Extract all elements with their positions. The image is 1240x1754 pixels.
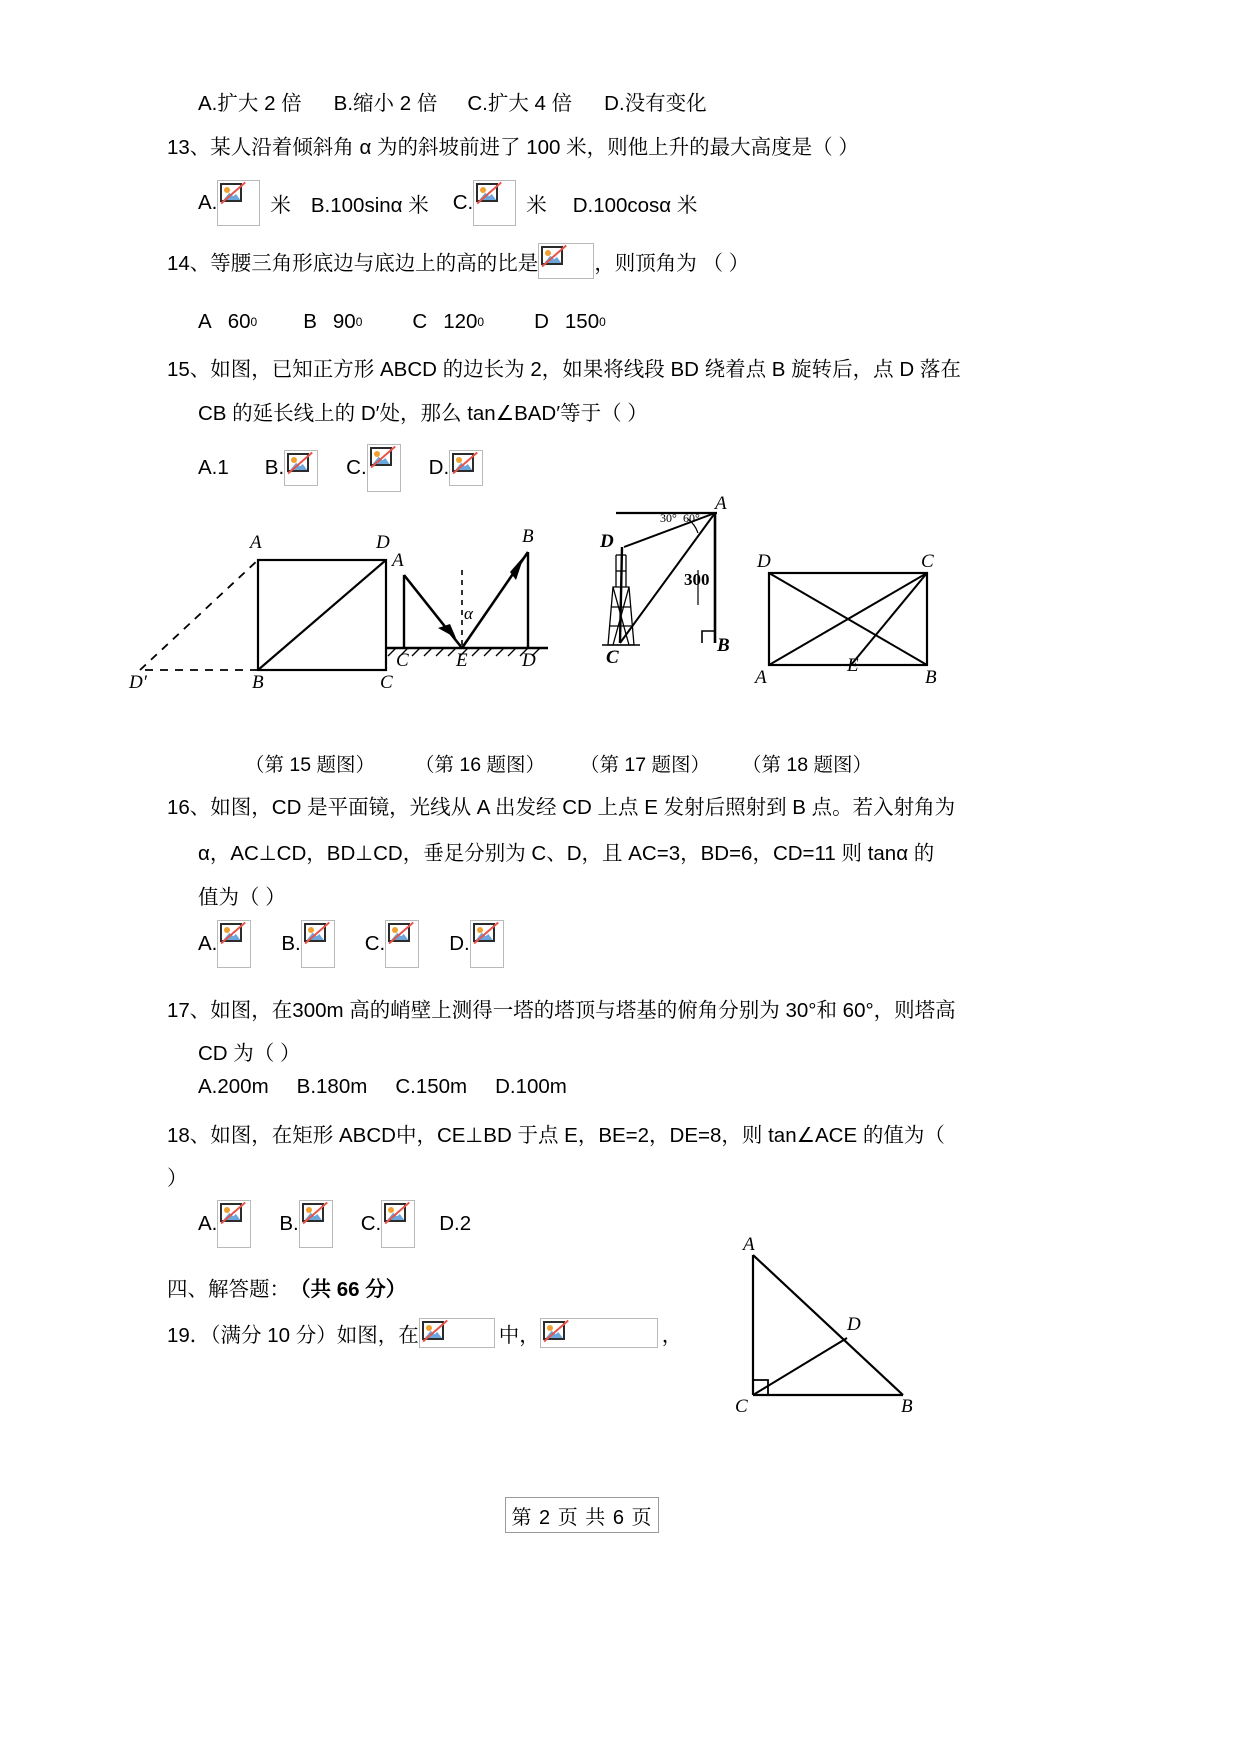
q16-option-a-prefix: A. bbox=[198, 932, 218, 955]
fig18-label-B: B bbox=[925, 667, 937, 688]
fig19-label-C: C bbox=[735, 1396, 748, 1417]
fig17-height-300: 300 bbox=[684, 570, 710, 589]
q15-line2: CB 的延长线上的 D′处，那么 tan∠BAD′等于（ ） bbox=[198, 402, 648, 425]
fig16-label-alpha: α bbox=[464, 604, 473, 623]
q12-options-row bbox=[198, 86, 707, 116]
broken-image-icon bbox=[217, 180, 260, 226]
figure-18 bbox=[755, 551, 955, 695]
q18-option-d: D.2 bbox=[439, 1212, 472, 1235]
q15-line1: 15、如图，已知正方形 ABCD 的边长为 2，如果将线段 BD 绕着点 B 旋转后，点 D 落在 bbox=[167, 358, 961, 381]
fig17-label-D: D bbox=[600, 531, 614, 552]
q14-option-d-letter: D bbox=[534, 310, 549, 333]
broken-image-icon bbox=[449, 450, 483, 486]
degree-symbol: 0 bbox=[355, 315, 363, 329]
fig18-label-C: C bbox=[921, 551, 934, 572]
q18-line2: ） bbox=[167, 1167, 188, 1190]
red-slash bbox=[472, 921, 499, 946]
red-slash bbox=[475, 181, 502, 206]
q16-option-d-prefix: D. bbox=[449, 932, 470, 955]
q13-option-c-prefix: C. bbox=[452, 191, 474, 214]
q16-options-row bbox=[198, 920, 504, 968]
caption-figure-17: （第 17 题图） bbox=[580, 754, 711, 776]
q17-option-a: A.200m bbox=[198, 1075, 269, 1098]
fig16-label-A: A bbox=[392, 550, 404, 571]
q12-option-a: A.扩大 2 倍 bbox=[198, 92, 302, 115]
broken-image-icon bbox=[385, 920, 419, 968]
fig16-label-D: D bbox=[522, 650, 536, 671]
q14-option-a-value: 60 bbox=[227, 310, 251, 333]
q17-option-c: C.150m bbox=[395, 1075, 468, 1098]
page-number-text: 第 2 页 共 6 页 bbox=[511, 1506, 653, 1529]
fig15-label-D: D bbox=[376, 532, 390, 553]
degree-symbol: 0 bbox=[250, 315, 258, 329]
broken-image-icon bbox=[470, 920, 504, 968]
broken-image-icon bbox=[538, 243, 594, 279]
degree-symbol: 0 bbox=[477, 315, 485, 329]
q15-option-a: A.1 bbox=[198, 456, 229, 479]
q14-option-c-value: 120 bbox=[443, 310, 478, 333]
q13-option-a-suffix: 米 bbox=[270, 194, 291, 217]
red-slash bbox=[387, 921, 414, 946]
caption-figure-16: （第 16 题图） bbox=[415, 754, 546, 776]
broken-image-icon bbox=[299, 1200, 333, 1248]
broken-image-icon bbox=[284, 450, 318, 486]
section-4-heading bbox=[167, 1272, 406, 1302]
fig17-angle-60: 60° bbox=[683, 511, 700, 525]
q13-option-a-prefix: A. bbox=[198, 191, 218, 214]
broken-image-icon bbox=[381, 1200, 415, 1248]
q12-option-c: C.扩大 4 倍 bbox=[467, 92, 573, 115]
section-4-label: 四、解答题： bbox=[167, 1278, 290, 1301]
fig19-label-A: A bbox=[743, 1234, 755, 1255]
q12-option-b: B.缩小 2 倍 bbox=[333, 92, 438, 115]
figure-19 bbox=[735, 1230, 935, 1420]
broken-image-icon bbox=[540, 1318, 658, 1348]
red-slash bbox=[219, 921, 246, 946]
caption-figure-15: （第 15 题图） bbox=[245, 754, 376, 776]
section-4-score: （共 66 分） bbox=[290, 1278, 407, 1301]
fig17-label-A: A bbox=[715, 493, 727, 514]
q19-row bbox=[167, 1318, 682, 1348]
q15-options-row bbox=[198, 444, 483, 492]
caption-figure-18: （第 18 题图） bbox=[742, 754, 873, 776]
q12-option-d: D.没有变化 bbox=[604, 92, 707, 115]
q17-option-d: D.100m bbox=[495, 1075, 567, 1098]
red-slash bbox=[542, 1319, 569, 1344]
degree-symbol: 0 bbox=[599, 315, 606, 329]
q17-line2: CD 为（ ） bbox=[198, 1042, 301, 1065]
broken-image-icon bbox=[301, 920, 335, 968]
fig16-label-C: C bbox=[396, 650, 409, 671]
fig15-label-A: A bbox=[250, 532, 262, 553]
q14-text-before: 14、等腰三角形底边与底边上的高的比是 bbox=[167, 252, 539, 275]
fig15-label-C: C bbox=[380, 672, 393, 693]
q13-option-c-suffix: 米 bbox=[526, 194, 547, 217]
q19-middle: 中， bbox=[498, 1324, 540, 1347]
fig18-label-A: A bbox=[755, 667, 767, 688]
q17-line1: 17、如图，在300m 高的峭壁上测得一塔的塔顶与塔基的俯角分别为 30°和 60°，则塔高 bbox=[167, 999, 956, 1022]
q16-line3: 值为（ ） bbox=[198, 886, 286, 909]
fig15-label-Dprime: D′ bbox=[129, 672, 147, 693]
red-slash bbox=[540, 244, 567, 269]
figure-17 bbox=[580, 495, 750, 675]
red-slash bbox=[219, 181, 246, 206]
q18-option-b-prefix: B. bbox=[279, 1212, 299, 1235]
red-slash bbox=[451, 451, 478, 476]
q14-option-c-letter: C bbox=[412, 310, 428, 333]
q14-option-d-value: 150 bbox=[564, 310, 600, 333]
q14-option-a-letter: A bbox=[198, 310, 212, 333]
broken-image-icon bbox=[419, 1318, 495, 1348]
fig17-label-B: B bbox=[717, 635, 730, 656]
q13-options-row bbox=[198, 180, 697, 226]
q13-option-d: D.100cosα 米 bbox=[572, 194, 698, 217]
q19-suffix: ， bbox=[661, 1324, 683, 1347]
q18-option-c-prefix: C. bbox=[360, 1212, 382, 1235]
red-slash bbox=[421, 1319, 448, 1344]
q18-options-row bbox=[198, 1200, 471, 1248]
figure-16-svg bbox=[378, 520, 568, 700]
q15-option-c-prefix: C. bbox=[346, 456, 367, 479]
figure-15 bbox=[129, 520, 393, 700]
red-slash bbox=[301, 1201, 328, 1226]
red-slash bbox=[219, 1201, 246, 1226]
q14-text-row bbox=[167, 243, 749, 279]
fig17-label-C: C bbox=[606, 647, 619, 668]
red-slash bbox=[286, 451, 313, 476]
q16-option-c-prefix: C. bbox=[364, 932, 386, 955]
fig19-label-B: B bbox=[901, 1396, 913, 1417]
fig16-label-B: B bbox=[522, 526, 534, 547]
page-footer bbox=[505, 1497, 659, 1533]
broken-image-icon bbox=[473, 180, 516, 226]
q18-line1: 18、如图，在矩形 ABCD中，CE⊥BD 于点 E，BE=2，DE=8，则 tan∠ACE 的值为（ bbox=[167, 1124, 945, 1147]
fig17-angle-30: 30° bbox=[660, 511, 677, 525]
broken-image-icon bbox=[217, 920, 251, 968]
red-slash bbox=[383, 1201, 410, 1226]
q14-option-b-letter: B bbox=[303, 310, 317, 333]
q14-text-after: ，则顶角为 （ ） bbox=[594, 252, 750, 275]
q13-text: 13、某人沿着倾斜角 α 为的斜坡前进了 100 米，则他上升的最大高度是（ ） bbox=[167, 136, 859, 159]
q17-option-b: B.180m bbox=[296, 1075, 368, 1098]
figure-16 bbox=[378, 520, 568, 700]
q16-line1: 16、如图，CD 是平面镜，光线从 A 出发经 CD 上点 E 发射后照射到 B 点。若入射角为 bbox=[167, 796, 956, 819]
fig18-label-D: D bbox=[757, 551, 771, 572]
q19-prefix: 19．（满分 10 分）如图，在 bbox=[167, 1324, 419, 1347]
q14-option-b-value: 90 bbox=[332, 310, 356, 333]
q18-option-a-prefix: A. bbox=[198, 1212, 218, 1235]
q17-options-row bbox=[198, 1075, 567, 1099]
fig16-label-E: E bbox=[456, 650, 468, 671]
red-slash bbox=[369, 445, 396, 470]
red-slash bbox=[303, 921, 330, 946]
figure-19-svg bbox=[735, 1230, 935, 1420]
q16-line2: α，AC⊥CD，BD⊥CD，垂足分别为 C、D，且 AC=3，BD=6，CD=11 则 tanα 的 bbox=[198, 842, 935, 865]
q14-options-row bbox=[198, 310, 606, 334]
fig15-label-B: B bbox=[252, 672, 264, 693]
q15-option-d-prefix: D. bbox=[428, 456, 450, 479]
fig18-label-E: E bbox=[847, 655, 859, 676]
q13-option-b: B.100sinα 米 bbox=[310, 194, 429, 217]
broken-image-icon bbox=[367, 444, 401, 492]
fig19-label-D: D bbox=[847, 1314, 861, 1335]
broken-image-icon bbox=[217, 1200, 251, 1248]
q15-option-b-prefix: B. bbox=[264, 456, 285, 479]
q16-option-b-prefix: B. bbox=[281, 932, 301, 955]
